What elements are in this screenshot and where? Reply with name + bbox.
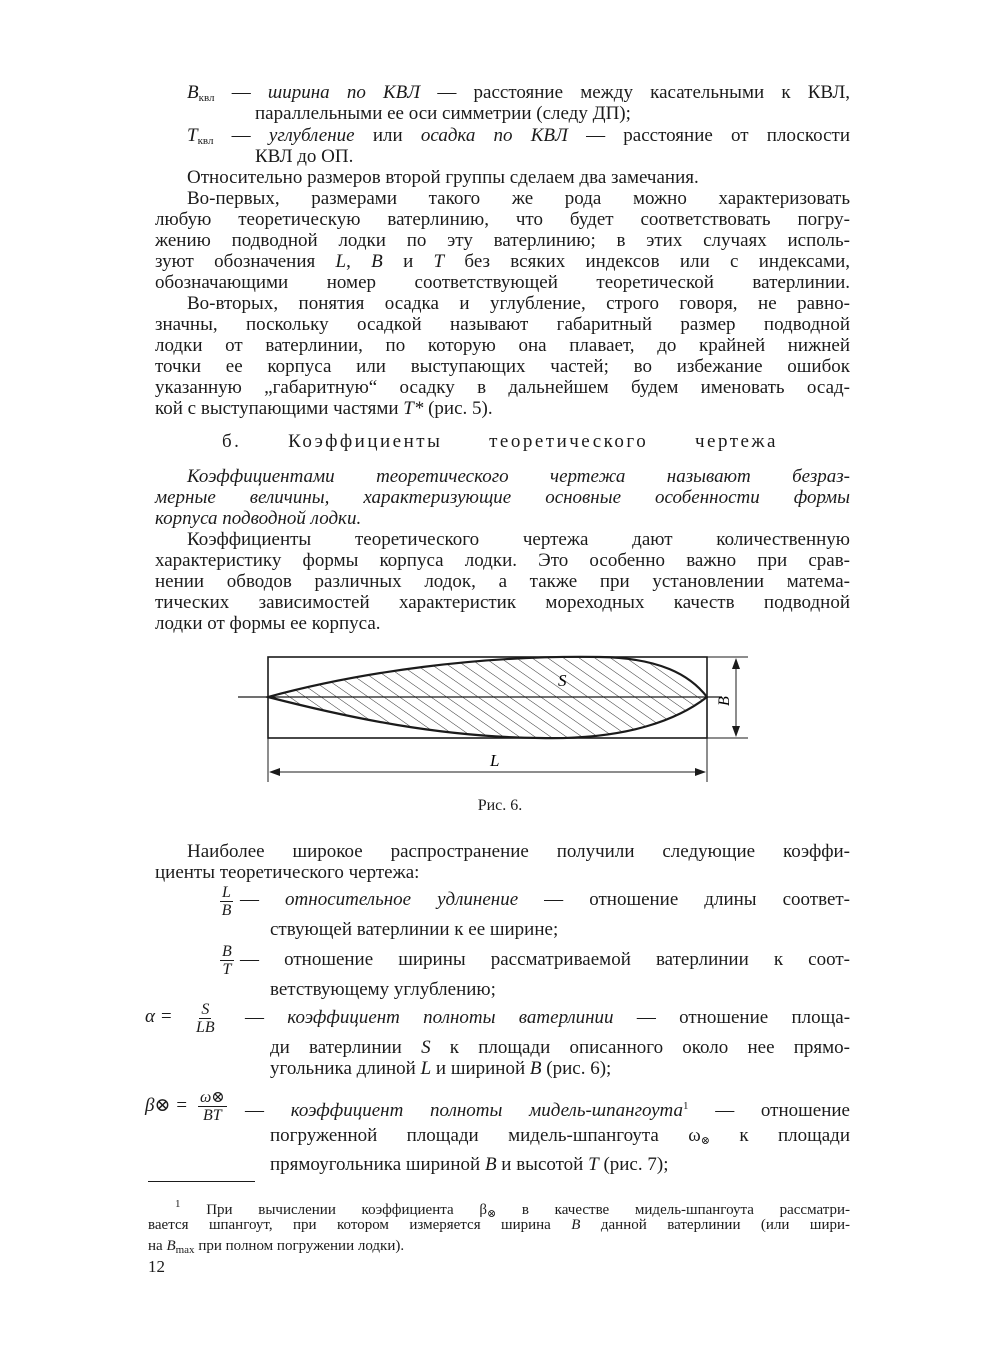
f1-line [240,889,850,911]
text-run: — отношение площа- [613,1007,851,1028]
text-run: значны, поскольку осадкой называют габаритный размер подводной [155,314,850,335]
text-run: и высотой [496,1154,589,1175]
numerator: B [222,943,232,960]
figure-caption: Рис. 6. [477,797,523,814]
footnote-line [148,1214,850,1236]
text-run: или [354,124,421,146]
coef-line [155,592,850,614]
page-number: 12 [148,1257,165,1276]
text-run: вается шпангоут, при котором измеряется ширина [148,1217,572,1233]
first-line [155,251,850,273]
text-run: любую теоретическую ватерлинию, что будет соответствовать погру- [155,209,850,230]
text-run: указанную „габаритную“ осадку в дальнейшем будем именовать осад- [155,377,850,398]
f4-line [245,1095,850,1121]
italic-run: B [371,251,383,272]
text-run: КВЛ до ОП. [255,145,354,167]
denominator: BT [203,1107,222,1124]
text-run: циенты теоретического чертежа: [155,862,420,883]
label-B: B [716,696,733,706]
text-run: обозначающими номер соответствующей теоретической ватерлинии. [155,272,850,293]
second-line [155,356,850,378]
defs-line [187,125,850,147]
text-run: характеристику формы корпуса лодки. Это особенно важно при срав- [155,550,850,571]
text-run: угольника длиной [270,1058,421,1079]
italic-run: B [166,1238,176,1254]
text-run: — [245,1007,288,1028]
italic-run: B [484,1154,497,1175]
numerator: ω⊗ [200,1089,225,1106]
defin-line [155,487,850,509]
text-run: нении обводов различных лодок, а также при установлении матема- [155,571,850,592]
label-L: L [490,751,500,770]
coef-line [155,613,850,635]
coef-line [187,529,850,551]
intro-line [187,841,850,863]
italic-run: B [529,1058,542,1079]
first-line [155,272,850,294]
denominator: T [222,961,232,978]
text-run: в качестве мидель-шпангоута рассматри- [496,1202,850,1218]
subscript: ⊗ [486,1208,497,1220]
f3-line [270,1058,850,1080]
text-run: погруженной площади мидель-шпангоута ω [270,1124,701,1146]
text-run: кой с выступающими частями [155,398,404,419]
second-line [155,377,850,399]
text-run: к площади [709,1124,851,1146]
fraction-S-over-LB [196,1002,215,1035]
label-S: S [558,671,567,690]
defin-line [155,508,850,530]
italic-run: относительное удлинение [285,889,519,910]
f3-line [245,1007,850,1029]
italic-run: корпуса подводной лодки. [155,508,362,529]
text-run: — отношение длины соответ- [518,889,851,910]
text-run: ди ватерлинии [270,1037,422,1058]
italic-run: углубление [268,124,355,146]
italic-run: T [187,124,198,146]
text-run: (рис. 7); [598,1154,669,1175]
text-run: , [346,251,372,272]
text-run: — расстояние между касательными к КВЛ, [420,82,851,103]
italic-run: ширина по КВЛ [267,82,421,103]
intro-line [155,862,850,884]
text-run: к площади описанного около нее прямо- [430,1037,850,1058]
second-line [187,293,850,315]
text-run: при полном погружении лодки). [194,1238,405,1254]
section-heading: б. Коэффициенты теоретического чертежа [222,431,778,452]
defin-line [187,466,850,488]
numerator: L [222,884,231,901]
fraction-omega-over-BT [198,1090,227,1123]
first-line [187,188,850,210]
f1-line [270,919,850,941]
coef-line [155,571,850,593]
f2-line [240,949,850,971]
text-run: жению подводной лодки по эту ватерлинию; в этих случаях исполь- [155,230,850,251]
text-run: лодки от формы ее корпуса. [155,613,381,634]
text-run: тических зависимостей характеристик мореходных качеств подводной [155,592,850,613]
beta-lhs: β⊗ = [145,1095,188,1116]
subscript: max [175,1244,195,1256]
italic-run: коэффициент полноты мидель-шпангоута [290,1100,683,1121]
italic-run: B [187,82,199,103]
italic-run: коэффициент полноты ватерлинии [287,1007,614,1028]
f4-line [270,1154,850,1176]
text-run: (рис. 5). [423,398,493,419]
text-run: Относительно размеров второй группы сделаем два замечания. [187,167,699,188]
remark-line [187,167,850,189]
second-line [155,335,850,357]
defs-line [255,103,850,125]
text-run: лодки от ватерлинии, по которую она плавает, до крайней нижней [155,335,850,356]
text-run: — [240,889,286,910]
italic-run: мерные величины, характеризующие основные особенности формы [155,487,850,508]
coef-line [155,550,850,572]
text-run: Наиболее широкое распространение получили следующие коэффи- [187,841,850,862]
italic-run: L [420,1058,432,1079]
text-run: прямоугольника шириной [270,1154,485,1175]
italic-run: Коэффициентами теоретического чертежа называют безраз- [187,466,850,487]
italic-run: T [588,1154,599,1175]
superscript: 1 [175,1198,181,1210]
text-run: — расстояние от плоскости [567,124,850,146]
italic-run: L [335,251,347,272]
text-run: При вычислении коэффициента β [180,1202,487,1218]
superscript: 1 [682,1100,689,1112]
text-run: и шириной [431,1058,530,1079]
text-run: — отношение [688,1100,850,1121]
text-run: — [214,82,268,103]
text-run: Во-вторых, понятия осадка и углубление, строго говоря, не равно- [187,293,850,314]
first-line [155,209,850,231]
text-run: Коэффициенты теоретического чертежа дают количественную [187,529,850,550]
denominator: LB [196,1019,215,1036]
subscript: квл [198,92,215,104]
f3-line [270,1037,850,1059]
text-run: — [213,124,269,146]
text-run: без всяких индексов или с индексами, [444,251,850,272]
first-line [155,230,850,252]
subscript: квл [197,134,214,147]
text-run: — отношение ширины рассматриваемой ватерлинии к соот- [240,949,850,970]
fraction-L-over-B [220,885,233,918]
footnote-line [148,1235,850,1257]
italic-run: S [421,1037,431,1058]
second-line [155,398,850,420]
text-run: точки ее корпуса или выступающих частей; во избежание ошибок [155,356,850,377]
italic-run: осадка по КВЛ [420,124,568,146]
text-run: Во-первых, размерами такого же рода можно характеризовать [187,188,850,209]
text-run: параллельными ее оси симметрии (следу ДП); [255,103,631,125]
text-run: (рис. 6); [541,1058,612,1079]
text-run: на [148,1238,167,1254]
text-run: — [245,1100,291,1121]
text-run: зуют обозначения [155,251,336,272]
italic-run: T [433,251,445,272]
f2-line [270,979,850,1001]
defs-line [255,146,850,168]
defs-line [187,82,850,104]
subscript: ⊗ [700,1134,710,1147]
numerator: S [201,1001,210,1018]
text-run: ствующей ватерлинии к ее ширине; [270,919,559,940]
italic-run: T* [403,398,424,419]
text-run: ветствующему углублению; [270,979,496,1000]
f4-line [270,1125,850,1147]
text-run: данной ватерлинии (или шири- [580,1217,850,1233]
footnote-line [175,1193,850,1220]
fraction-B-over-T [220,944,234,977]
alpha-lhs: α = [145,1006,173,1027]
denominator: B [221,902,232,919]
text-run: и [382,251,434,272]
second-line [155,314,850,336]
footnote-divider [148,1181,255,1182]
italic-run: B [571,1217,581,1233]
